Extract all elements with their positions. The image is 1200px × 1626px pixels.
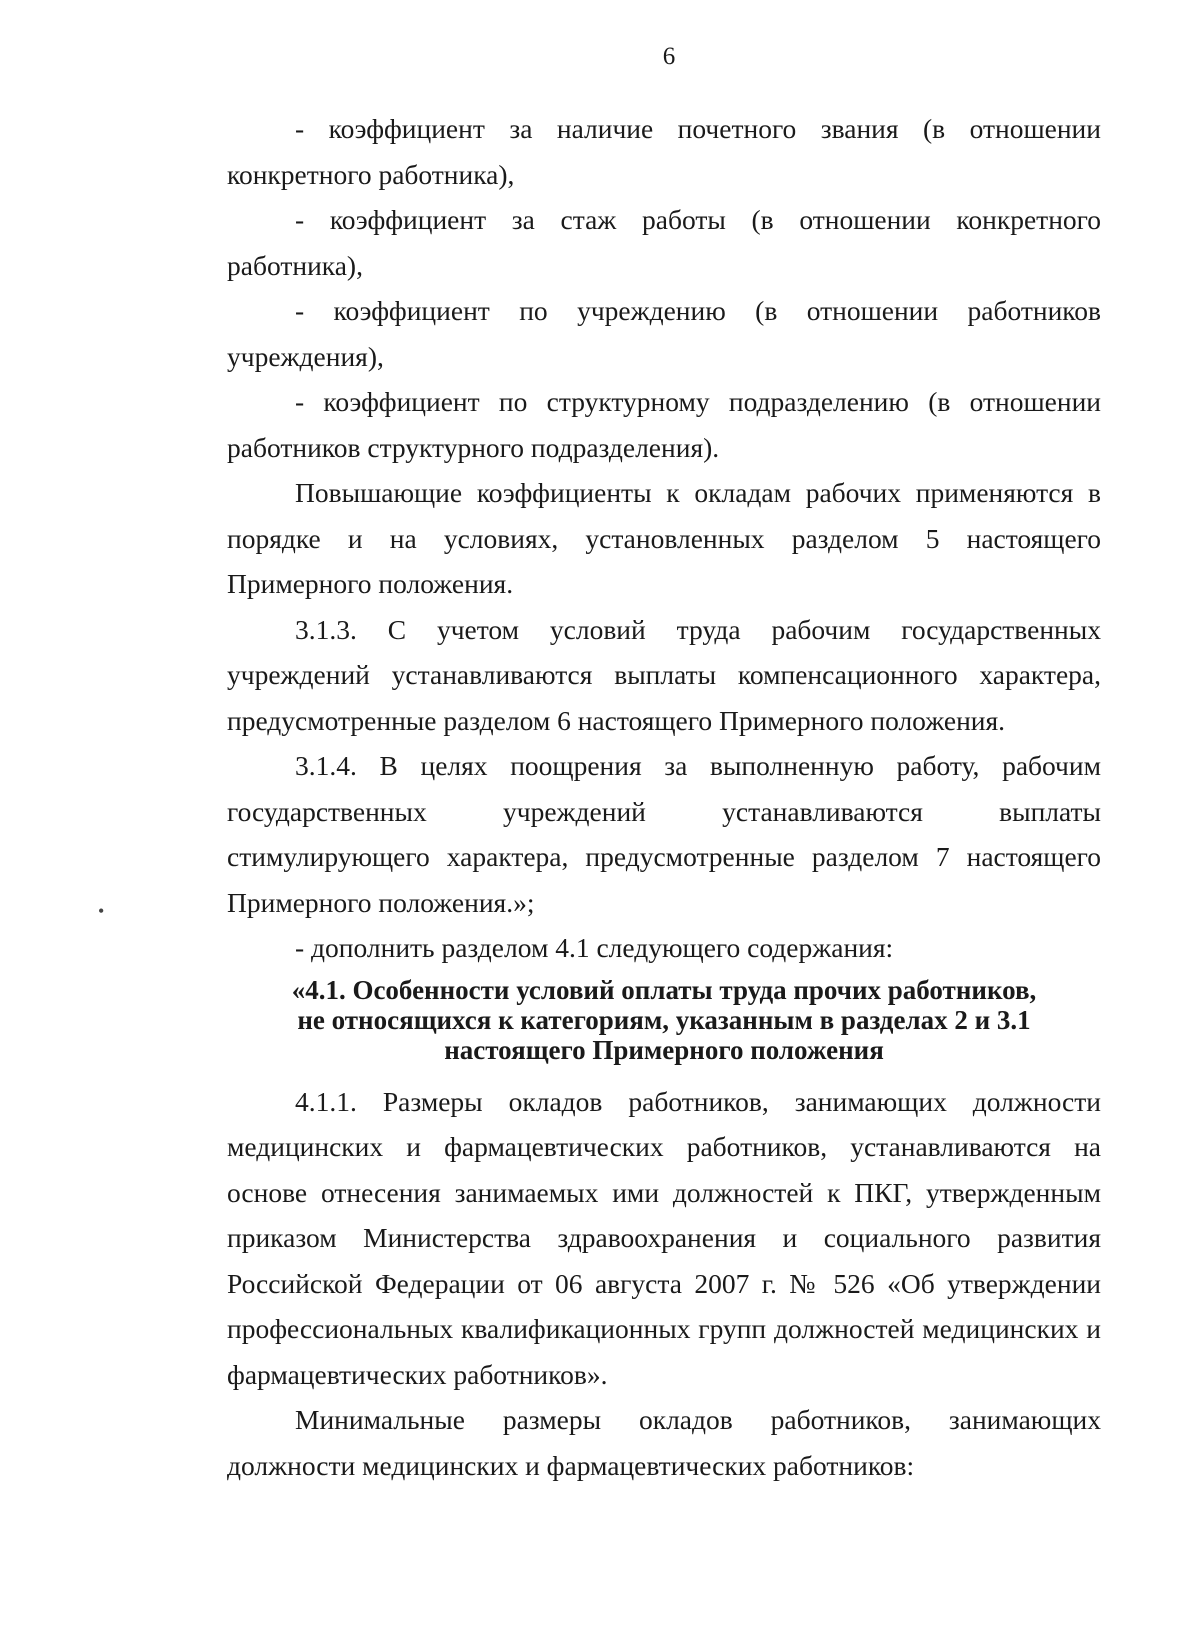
heading-line-1: «4.1. Особенности условий оплаты труда прочих работников, [291,974,1037,1005]
paragraph-institution: - коэффициент по учреждению (в отношении работников учреждения), [227,295,1101,372]
scan-speck: • [98,901,105,921]
heading-line-2: не относящихся к категориям, указанным в разделах 2 и 3.1 [297,1004,1031,1035]
paragraph-add-section: - дополнить разделом 4.1 следующего содержания: [295,932,894,963]
section-heading [227,975,1101,1065]
paragraph-4-1-1: 4.1.1. Размеры окладов работников, занимающих должности медицинских и фармацевтических работников, устанавливаются на основе отнесения занимаемых ими должностей к ПКГ, утвержденным приказом Министерства здравоохранения и социального развития Российской Федерации от 06 августа 2007 г. № 526 «Об утверждении профессиональных квалификационных групп должностей медицинских и фармацевтических работников». [227,1085,1101,1390]
paragraph-minimum-salaries: Минимальные размеры окладов работников, занимающих должности медицинских и фармацевтических работников: [227,1404,1101,1481]
paragraph-raising-coefficients: Повышающие коэффициенты к окладам рабочих применяются в порядке и на условиях, установленных разделом 5 настоящего Примерного положения. [227,477,1101,599]
paragraph-3-1-3: 3.1.3. С учетом условий труда рабочим государственных учреждений устанавливаются выплаты компенсационного характера, предусмотренные разделом 6 настоящего Примерного положения. [227,613,1101,736]
paragraph-3-1-4: 3.1.4. В целях поощрения за выполненную работу, рабочим государственных учреждений устанавливаются выплаты стимулирующего характера, предусмотренные разделом 7 настоящего Примерного положения.»; [227,750,1101,918]
page-number: 6 [662,43,676,70]
paragraph-work-experience: - коэффициент за стаж работы (в отношении конкретного работника), [227,204,1101,281]
document-body [227,106,1101,1488]
heading-line-3: настоящего Примерного положения [444,1034,884,1065]
paragraph-honorary-title: - коэффициент за наличие почетного звания (в отношении конкретного работника), [227,113,1101,190]
paragraph-structural-unit: - коэффициент по структурному подразделению (в отношении работников структурного подразделения). [227,386,1101,463]
